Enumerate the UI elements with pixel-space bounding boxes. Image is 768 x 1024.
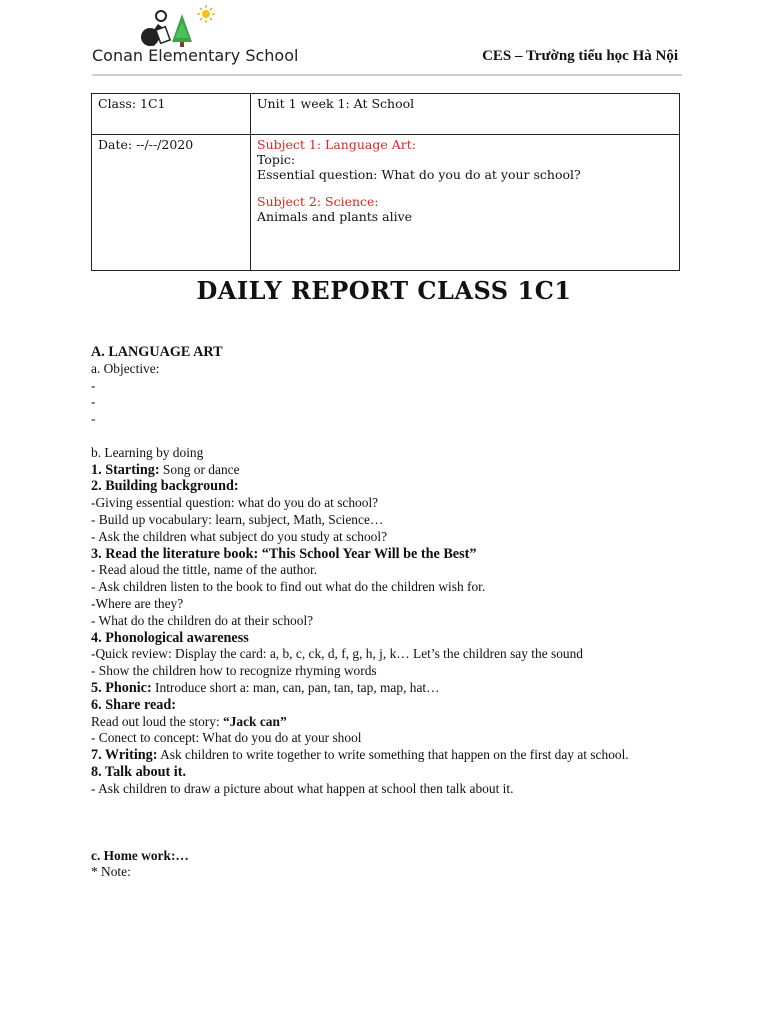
school-name: Conan Elementary School: [92, 46, 299, 65]
section-a-heading: A. LANGUAGE ART: [91, 344, 223, 360]
story-title: “Jack can”: [223, 713, 287, 729]
homework-heading: c. Home work:…: [91, 847, 189, 863]
list-item: -: [91, 411, 96, 427]
person-reading-icon: [141, 11, 170, 46]
step-2-heading: 2. Building background:: [91, 478, 239, 495]
date-cell: Date: --/--/2020: [92, 135, 251, 271]
step-1-text: Song or dance: [159, 461, 240, 477]
learning-label: b. Learning by doing: [91, 444, 204, 460]
list-item: - What do the children do at their school?: [91, 612, 314, 628]
step-3-heading: 3. Read the literature book: “This School Year Will be the Best”: [91, 545, 477, 562]
list-item: -Giving essential question: what do you do at school?: [91, 495, 379, 511]
list-item: - Show the children how to recognize rhyming words: [91, 663, 377, 679]
list-item: -: [91, 394, 96, 410]
step-5-text: Introduce short a: man, can, pan, tan, tap, map, hat…: [151, 679, 440, 695]
list-item: - Conect to concept: What do you do at your shool: [91, 730, 362, 746]
step-5: [91, 680, 711, 697]
step-7-number: 7. Writing:: [91, 747, 158, 764]
list-item: - Ask the children what subject do you study at school?: [91, 528, 388, 544]
step-7: [91, 747, 711, 764]
page-title: DAILY REPORT CLASS 1C1: [196, 276, 572, 305]
essential-question: Essential question: What do you do at your school?: [257, 167, 581, 182]
subject2-heading: Subject 2: Science:: [257, 194, 379, 209]
step-1: [91, 462, 711, 479]
table-row: [92, 135, 680, 271]
note-label: * Note:: [91, 864, 131, 880]
table-row: [92, 94, 680, 135]
step-5-number: 5. Phonic:: [91, 679, 152, 696]
list-item: -: [91, 377, 96, 393]
step-7-text: Ask children to write together to write something that happen on the first day at school.: [157, 747, 629, 763]
step-1-number: 1. Starting:: [91, 461, 160, 478]
list-item: - Ask children to draw a picture about what happen at school then talk about it.: [91, 780, 514, 796]
tree-icon: [172, 14, 192, 47]
step-6-intro: [91, 714, 711, 731]
list-item: -Quick review: Display the card: a, b, c, ck, d, f, g, h, j, k… Let’s the children say the sound: [91, 646, 583, 662]
subject1-heading: Subject 1: Language Art:: [257, 137, 416, 152]
step-8-heading: 8. Talk about it.: [91, 763, 187, 780]
class-info-table: [91, 93, 680, 271]
list-item: - Ask children listen to the book to find out what do the children wish for.: [91, 579, 486, 595]
topic-label: Topic:: [257, 152, 296, 167]
sun-icon: [197, 5, 215, 23]
subject2-text: Animals and plants alive: [257, 209, 413, 224]
report-body: [91, 344, 711, 881]
header-divider: [92, 74, 682, 76]
step-6-heading: 6. Share read:: [91, 696, 176, 713]
list-item: - Read aloud the tittle, name of the author.: [91, 562, 318, 578]
list-item: -Where are they?: [91, 595, 184, 611]
step-4-heading: 4. Phonological awareness: [91, 629, 249, 646]
unit-cell: Unit 1 week 1: At School: [251, 94, 680, 135]
list-item: - Build up vocabulary: learn, subject, Math, Science…: [91, 511, 384, 527]
story-intro: Read out loud the story:: [91, 713, 224, 729]
school-vietnamese-name: CES – Trường tiểu học Hà Nội: [482, 48, 678, 64]
subjects-cell: [251, 135, 680, 271]
school-logo: [140, 4, 220, 48]
objective-label: a. Objective:: [91, 360, 160, 376]
class-cell: Class: 1C1: [92, 94, 251, 135]
